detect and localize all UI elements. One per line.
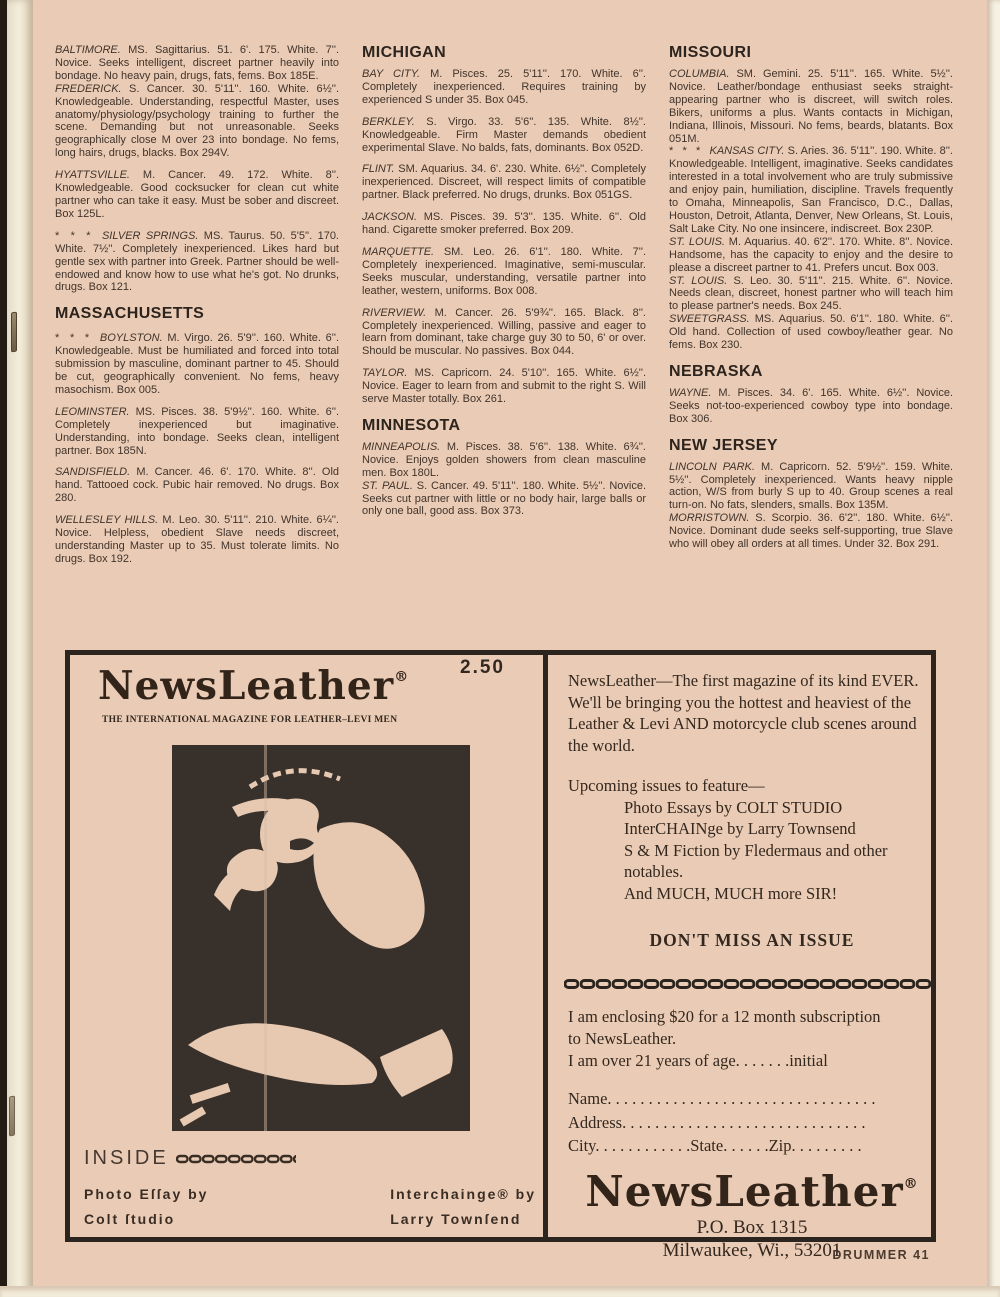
credit-line: Interchainge® by — [390, 1186, 536, 1202]
classified-ad: FREDERICK. S. Cancer. 30. 5'11''. 160. White. 6½''. Knowledgeable. Understanding, respectful Master, uses anatomy/physiology/psychology training to further the scene. Demanding but not unreasonable. Seeks geographically close M over 23 into bondage. No fems, long hairs, drugs, blacks. Box 294V. — [55, 82, 339, 160]
order-form — [568, 1087, 936, 1158]
feature-line: InterCHAINge by Larry Townsend — [624, 819, 856, 838]
star-prefix: * * * — [55, 332, 100, 345]
ad-city-name: KANSAS CITY. — [709, 145, 785, 158]
chain-divider — [564, 978, 936, 990]
staple-icon — [9, 1095, 15, 1136]
ad-city-name: BERKLEY. — [362, 115, 415, 128]
classified-ad: LINCOLN PARK. M. Capricorn. 52. 5'9½''. 159. White. 5½''. Completely inexperienced. Wants heavy nipple action, W/S from burly S up to 40. Group scenes a real turn-on. No fats, slenders, smalls. Box 135M. — [669, 460, 953, 512]
address-line: Milwaukee, Wi., 53201 — [662, 1239, 842, 1261]
ad-city-name: MINNEAPOLIS. — [362, 440, 441, 453]
ad-city-name: BOYLSTON. — [99, 332, 163, 345]
ad-city-name: SILVER SPRINGS. — [101, 229, 199, 242]
classified-ad: MORRISTOWN. S. Scorpio. 36. 6'2''. 180. White. 6½''. Novice. Dominant dude seeks self-supporting, true Slave who will obey all orders at all times. Under 32. Box 291. — [669, 512, 953, 551]
feature-line: S & M Fiction by Fledermaus and other notables. — [624, 840, 888, 881]
inside-label: INSIDE — [84, 1147, 169, 1169]
state-heading: MASSACHUSETTS — [55, 305, 205, 323]
ad-city-name: SANDISFIELD. — [55, 466, 131, 479]
ad-city-name: FREDERICK. — [55, 82, 122, 95]
ad-city-name: BALTIMORE. — [55, 44, 121, 56]
logo-text: NewsLeather — [98, 663, 395, 709]
classified-ad: BAY CITY. M. Pisces. 25. 5'11''. 170. White. 6''. Completely inexperienced. Requires training by experienced S under 35. Box 045. — [362, 68, 646, 106]
classified-ad: SWEETGRASS. MS. Aquarius. 50. 6'1''. 180. White. 6''. Old hand. Collection of used cowboy/leather gear. No fems. Box 230. — [669, 313, 953, 352]
ad-city-name: COLUMBIA. — [669, 68, 730, 80]
ad-intro-paragraph: NewsLeather––The first magazine of its kind EVER. We'll be bringing you the hottest and heaviest of the Leather & Levi AND motorcycle club scenes around the world. — [568, 671, 919, 755]
cover-credits — [84, 1186, 536, 1227]
classified-ad: RIVERVIEW. M. Cancer. 26. 5'9¾''. 165. Black. 8''. Completely inexperienced. Willing, passive and eager to learn from dominant, take charge guy 30 to 50, 6' or over. Should be muscular. No passives. Box 044. — [362, 306, 646, 358]
classified-ad: HYATTSVILLE. M. Cancer. 49. 172. White. 8''. Knowledgeable. Good cocksucker for clean cut white partner who can take it easy. Must be sober and discreet. Box 125L. — [55, 169, 339, 220]
ad-city-name: WELLESLEY HILLS. — [55, 514, 159, 527]
po-box-line: P.O. Box 1315 — [696, 1216, 808, 1238]
classified-ad: WAYNE. M. Pisces. 34. 6'. 165. White. 6½''. Novice. Seeks not-too-experienced cowboy type into bondage. Box 306. — [669, 386, 953, 425]
classified-ad: ST. PAUL. S. Cancer. 49. 5'11''. 180. White. 5½''. Novice. Seeks cut partner with little or no body hair, large balls or only one ball, good ass. Box 373. — [362, 479, 647, 518]
feature-line: And MUCH, MUCH more SIR! — [624, 883, 838, 903]
logo-text: NewsLeather — [585, 1166, 904, 1216]
credit-line: Photo Eſſay by — [84, 1186, 209, 1202]
staple-icon — [11, 312, 17, 353]
classified-ad: LEOMINSTER. MS. Pisces. 38. 5'9½''. 160. White. 6''. Completely inexperienced but imaginative. Understanding, into bondage. Seeks clean, intelligent partner. Box 185N. — [55, 405, 339, 457]
newsleather-logo — [585, 1167, 918, 1216]
ad-city-name: WAYNE. — [669, 386, 712, 399]
classified-ad: ST. LOUIS. S. Leo. 30. 5'11''. 215. White. 6''. Novice. Needs clean, discreet, honest partner who will teach him to please partner's needs. Box 245. — [669, 274, 953, 313]
ad-city-name: RIVERVIEW. — [362, 306, 427, 319]
ad-cover-panel — [70, 655, 548, 1237]
page-footer: DRUMMER 41 — [832, 1248, 930, 1262]
credit-line: Larry Townſend — [390, 1211, 522, 1227]
classified-ad: * * * BOYLSTON. M. Virgo. 26. 5'9''. 160. White. 6''. Knowledgeable. Must be humiliated and forced into total submission by masculine, dominant partner to 45. Should be cut, geographically convenient. No fems, heavy masochism. Box 005. — [55, 332, 339, 396]
classifieds-section — [55, 44, 955, 646]
subscription-line: to NewsLeather. — [568, 1029, 677, 1048]
classified-ad: BALTIMORE. MS. Sagittarius. 51. 6'. 175. White. 7''. Novice. Seeks intelligent, discreet partner heavily into bondage. No heavy pain, drugs, fats, fems. Box 185E. — [55, 44, 339, 82]
binding-spine — [0, 0, 7, 1297]
classified-ad: BERKLEY. S. Virgo. 33. 5'6''. 135. White. 8½''. Knowledgeable. Firm Master demands obedient experimental Slave. No balds, fats, dominants. Box 052D. — [362, 115, 646, 154]
page-edge-right — [987, 0, 1000, 1297]
classified-ad: FLINT. SM. Aquarius. 34. 6'. 230. White. 6½''. Completely inexperienced. Discreet, will respect limits of compatible partner. Black preferred. No drugs, drunks. Box 051GS. — [362, 163, 646, 202]
credit-line: Colt ſtudio — [84, 1211, 176, 1227]
feature-line: Photo Essays by COLT STUDIO — [624, 797, 843, 817]
magazine-tagline: THE INTERNATIONAL MAGAZINE FOR LEATHER–LEVI MEN — [102, 715, 398, 725]
classified-ad: * * * KANSAS CITY. S. Aries. 36. 5'11''. 190. White. 8''. Knowledgeable. Intelligent, imaginative. Seeks candidates interested in a total involvement who are truly submissive and enjoy pain, humiliation, discipline. Travels frequently to Omaha, Minneapolis, San Francisco, D.C., Dallas, Houston, Detroit, Atlanta, Denver, New Orleans, St. Louis, Salt Lake City. No one insincere, indiscreet. Box 230P. — [669, 145, 953, 235]
ad-city-name: ST. LOUIS. — [669, 274, 728, 287]
classified-ad: JACKSON. MS. Pisces. 39. 5'3''. 135. White. 6''. Old hand. Cigarette smoker preferred. Box 209. — [362, 211, 646, 237]
state-heading: NEW JERSEY — [669, 436, 778, 454]
classified-ad: SANDISFIELD. M. Cancer. 46. 6'. 170. White. 8''. Old hand. Tattooed cock. Pubic hair removed. No drugs. Box 280. — [55, 466, 339, 505]
classified-ad: * * * SILVER SPRINGS. MS. Taurus. 50. 5'5''. 170. White. 7½''. Completely inexperienced. Likes hard but gentle sex with partner into Greek. Partner should be well-endowed and know how to use what he's got. No drunks, drugs. Box 121. — [55, 229, 339, 294]
subscription-text — [568, 1006, 936, 1072]
star-prefix: * * * — [669, 145, 710, 158]
dont-miss-line: DON'T MISS AN ISSUE — [649, 930, 855, 950]
magazine-cover-photo — [172, 745, 470, 1131]
classified-ad: TAYLOR. MS. Capricorn. 24. 5'10''. 165. White. 6½''. Novice. Eager to learn from and submit to the right S. Will serve Master totally. Box 261. — [362, 367, 646, 406]
star-prefix: * * * — [55, 229, 102, 242]
ad-city-name: LINCOLN PARK. — [669, 460, 755, 473]
classified-ad: WELLESLEY HILLS. M. Leo. 30. 5'11''. 210. White. 6¼''. Novice. Helpless, obedient Slave needs discreet, understanding Master up to 35. Must tolerate limits. No drugs. Box 192. — [55, 514, 339, 565]
cover-price: 2.50 — [460, 657, 505, 678]
registered-mark: ® — [903, 1175, 919, 1192]
state-heading: NEBRASKA — [669, 362, 763, 380]
age-confirmation-line: I am over 21 years of age. . . . . . .initial — [568, 1051, 828, 1070]
registered-mark: ® — [394, 669, 410, 685]
form-field-line: Address. . . . . . . . . . . . . . . . . . . . . . . . . . . . . . — [568, 1112, 866, 1132]
classified-ad: MARQUETTE. SM. Leo. 26. 6'1''. 180. White. 7''. Completely inexperienced. Imaginative, semi-muscular. Seeks muscular, understanding, versatile partner into leather, western, uniforms. Box 008. — [362, 245, 646, 297]
ad-city-name: MORRISTOWN. — [669, 512, 750, 525]
ad-city-name: HYATTSVILLE. — [55, 169, 130, 182]
state-heading: MINNESOTA — [362, 416, 461, 434]
subscription-line: I am enclosing $20 for a 12 month subscription — [568, 1007, 881, 1026]
classifieds-column-1 — [55, 44, 339, 646]
ad-city-name: LEOMINSTER. — [55, 405, 130, 418]
ad-city-name: SWEETGRASS. — [669, 313, 750, 326]
classifieds-column-2 — [362, 44, 646, 646]
ad-city-name: BAY CITY. — [362, 68, 421, 80]
classifieds-column-3 — [669, 44, 953, 646]
ad-city-name: FLINT. — [362, 163, 395, 176]
ad-city-name: ST. PAUL. — [362, 479, 413, 492]
credit-larry-townsend — [390, 1186, 536, 1227]
ad-city-name: MARQUETTE. — [362, 245, 435, 258]
form-field-line: City. . . . . . . . . . . .State. . . . . .Zip. . . . . . . . . — [568, 1136, 862, 1155]
ad-city-name: JACKSON. — [362, 211, 418, 224]
classified-ad: ST. LOUIS. M. Aquarius. 40. 6'2''. 170. White. 8''. Novice. Handsome, has the capacity to enjoy and the desire to please a discreet partner to 41. Prefers uncut. Box 003. — [669, 235, 953, 274]
form-field-line: Name. . . . . . . . . . . . . . . . . . . . . . . . . . . . . . . . . — [568, 1089, 876, 1108]
inside-row — [84, 1147, 296, 1170]
newsleather-logo — [98, 663, 409, 709]
ad-city-name: ST. LOUIS. — [669, 235, 725, 248]
state-heading: MICHIGAN — [362, 44, 447, 61]
upcoming-intro: Upcoming issues to feature–– — [568, 776, 765, 795]
state-heading: MISSOURI — [669, 44, 752, 61]
ad-city-name: TAYLOR. — [362, 367, 408, 380]
feature-list — [624, 797, 936, 905]
page-edge-bottom — [0, 1286, 1000, 1297]
classified-ad: MINNEAPOLIS. M. Pisces. 38. 5'6''. 138. White. 6¾''. Novice. Enjoys golden showers from clean masculine men. Box 180L. — [362, 440, 646, 479]
credit-colt-studio — [84, 1186, 208, 1227]
chain-ornament-icon — [176, 1154, 296, 1164]
classified-ad: COLUMBIA. SM. Gemini. 25. 5'11''. 165. White. 5½''. Novice. Leather/bondage enthusiast seeks straight-appearing partner who is discreet, will switch roles. Bikers, uniforms a plus. Wants contacts in Michigan, Indiana, Illinois, Missouri. No fems, beards, blatants. Box 051M. — [669, 68, 953, 145]
